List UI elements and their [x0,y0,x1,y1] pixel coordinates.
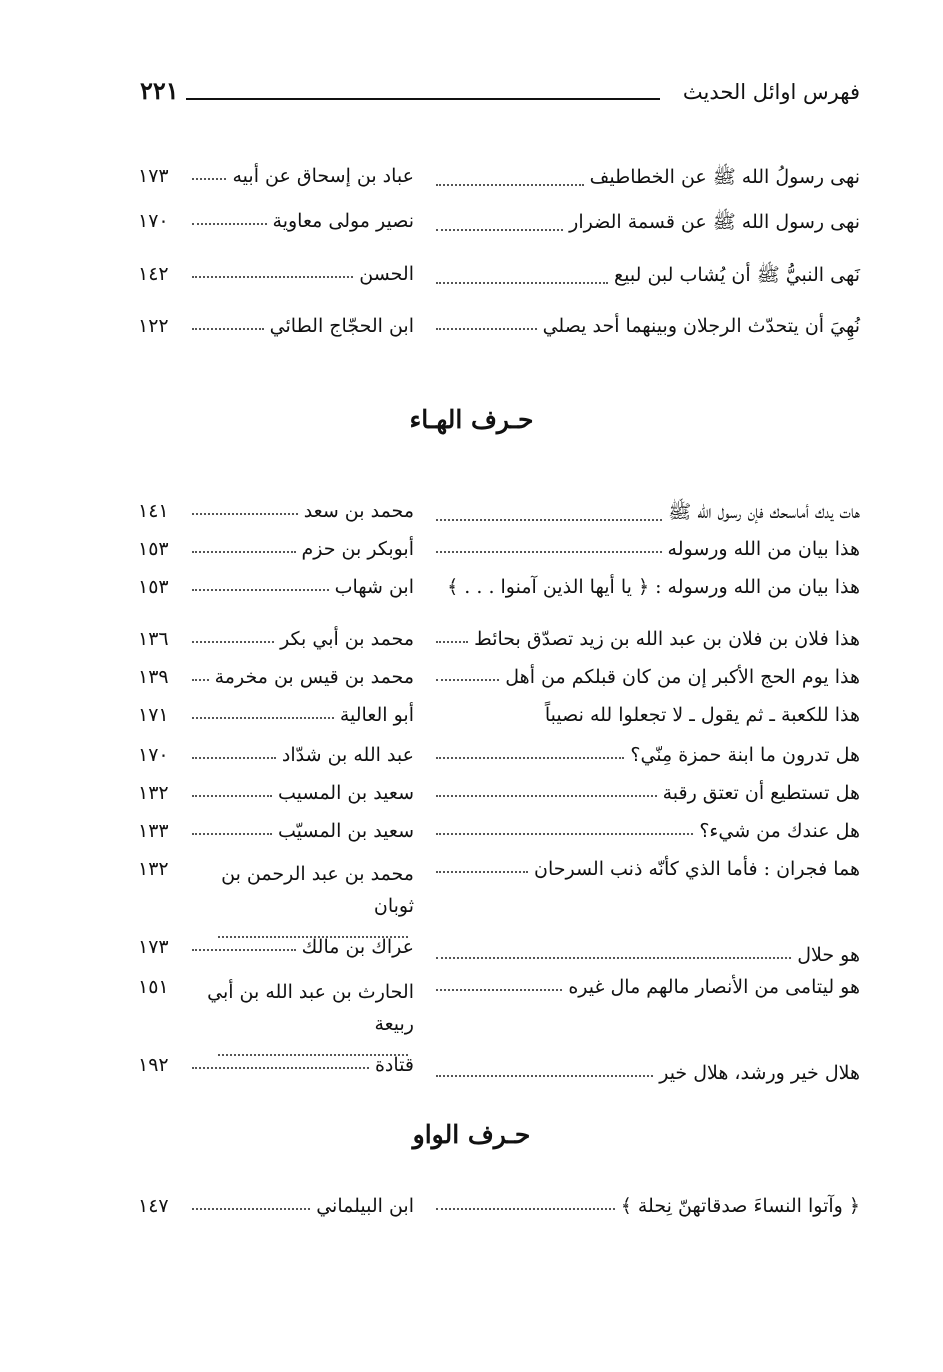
index-entry [138,263,860,297]
narrator-name: ابن الحجّاج الطائي [269,315,414,337]
page-ref: ١٥١ [138,976,169,998]
index-entry [138,210,860,244]
hadith-text: هو ليتامى من الأنصار مالهم مال غيره [568,976,860,998]
leader-dots [192,328,264,330]
narrator-name: عراك بن مالك [301,936,414,958]
leader-dots [436,957,791,959]
page-ref: ١٣٢ [138,782,169,804]
narrator-name: سعيد بن المسيّب [277,820,414,842]
page-ref: ١٩٢ [138,1054,169,1076]
leader-dots [436,328,537,330]
header-title: فهرس اوائل الحديث [682,80,860,104]
narrator-name: محمد بن سعد [303,500,414,522]
leader-dots [192,679,209,681]
narrator-name: ابن شهاب [334,576,414,598]
narrator-name: أبو العالية [339,704,414,726]
leader-dots [192,513,298,515]
hadith-text: ﴿ وآتوا النساءَ صدقاتهنّ نِحلة ﴾ [620,1195,860,1217]
leader-dots [436,1075,653,1077]
leader-dots [192,641,274,643]
leader-dots [436,795,657,797]
narrator-name: نصير مولى معاوية [272,210,414,232]
hadith-text: نهى رسولُ الله ﷺ عن الخطاطيف [589,166,860,188]
leader-dots [192,717,334,719]
leader-dots [192,589,329,591]
leader-dots [192,795,272,797]
page-ref: ١٥٣ [138,538,169,560]
narrator-name: سعيد بن المسيب [277,782,414,804]
leader-dots [436,871,528,873]
page-ref: ١٢٢ [138,315,169,337]
index-entry [138,576,860,610]
leader-dots [192,178,226,180]
leader-dots [436,641,468,643]
hadith-text: هذا فلان بن فلان بن عبد الله بن زيد تصدّق بحائط [474,628,860,650]
page-ref: ١٧٠ [138,210,169,232]
page-ref: ١٤٢ [138,263,169,285]
index-entry [138,782,860,816]
hadith-text: هات يدك أماسحك فإن رسول الله ﷺ [668,501,860,523]
index-entry [138,165,860,199]
leader-dots [436,757,624,759]
page-ref: ١٥٣ [138,576,169,598]
page-ref: ١٧٣ [138,936,169,958]
hadith-text: نَهى النبيُّ ﷺ أن يُشاب لبن لبيع [614,264,860,286]
index-entry [138,628,860,662]
narrator-name: عبد الله بن شدّاد [281,744,414,766]
index-entry [138,315,860,349]
index-entry [138,1195,860,1229]
leader-dots [192,833,272,835]
leader-dots [436,282,608,284]
hadith-text: هل تستطيع أن تعتق رقبة [662,782,860,804]
hadith-text: هذا للكعبة ـ ثم يقول ـ لا تجعلوا لله نصيباً [544,704,860,726]
narrator-name: الحارث بن عبد الله بن أبي ربيعة [207,981,414,1035]
page-ref: ١٤٧ [138,1195,169,1217]
page-ref: ١٣٩ [138,666,169,688]
page-number: ٢٢١ [140,76,179,105]
leader-dots [192,223,267,225]
leader-dots [436,519,662,521]
leader-dots [192,276,353,278]
leader-dots [436,679,499,681]
leader-dots [436,1208,615,1210]
leader-dots [436,551,662,553]
index-entry [138,704,860,738]
page-ref: ١٣٦ [138,628,169,650]
hadith-text: هذا يوم الحج الأكبر إن من كان قبلكم من أهل [505,666,860,688]
page-ref: ١٧٠ [138,744,169,766]
header-rule [186,98,660,100]
index-entry [138,500,860,534]
page-ref: ١٤١ [138,500,169,522]
hadith-text: هذا بيان من الله ورسوله [667,538,860,560]
hadith-text: هل عندك من شيء؟ [699,820,860,842]
section-heading-waw: حـرف الواو [412,1120,531,1149]
index-entry [138,666,860,700]
narrator-name: محمد بن قيس بن مخرمة [214,666,414,688]
hadith-text: نُهِيَ أن يتحدّث الرجلان وبينهما أحد يصلي [542,315,860,337]
leader-dots [192,949,296,951]
narrator-name: ابن البيلماني [316,1195,414,1217]
hadith-text: هلال خير ورشد، هلال خير [659,1062,860,1084]
leader-dots [436,184,584,186]
page-ref: ١٣٣ [138,820,169,842]
narrator-name: قتادة [374,1054,414,1076]
leader-dots [436,989,562,991]
leader-dots [192,551,296,553]
leader-dots [192,1208,310,1210]
leader-dots [436,833,693,835]
narrator-name: أبوبكر بن حزم [301,538,414,560]
page-ref: ١٧١ [138,704,169,726]
running-header [140,74,860,114]
index-entry [138,936,860,970]
hadith-text: نهى رسول الله ﷺ عن قسمة الضرار [569,211,860,233]
narrator-name: محمد بن أبي بكر [280,628,414,650]
page-ref: ١٣٢ [138,858,169,880]
leader-dots [192,1067,369,1069]
index-entry [138,1054,860,1088]
index-entry [138,744,860,778]
index-entry [138,976,860,1046]
hadith-text: هما فجران : فأما الذي كأنّه ذنب السرحان [534,858,860,880]
hadith-text: هذا بيان من الله ورسوله : ﴿ يا أيها الذين آمنوا . . . ﴾ [447,576,860,598]
hadith-text: هل تدرون ما ابنة حمزة مِنّي؟ [630,744,860,766]
index-entry [138,858,860,928]
section-heading-ha: حـرف الهـاء [409,405,534,434]
narrator-name: الحسن [359,263,414,285]
page-ref: ١٧٣ [138,165,169,187]
narrator-name: عباد بن إسحاق عن أبيه [232,165,414,187]
leader-dots [436,229,563,231]
index-entry [138,538,860,572]
index-entry [138,820,860,854]
hadith-text: هو حلال [797,944,860,966]
narrator-name: محمد بن عبد الرحمن بن ثوبان [221,863,414,917]
leader-dots [192,757,276,759]
